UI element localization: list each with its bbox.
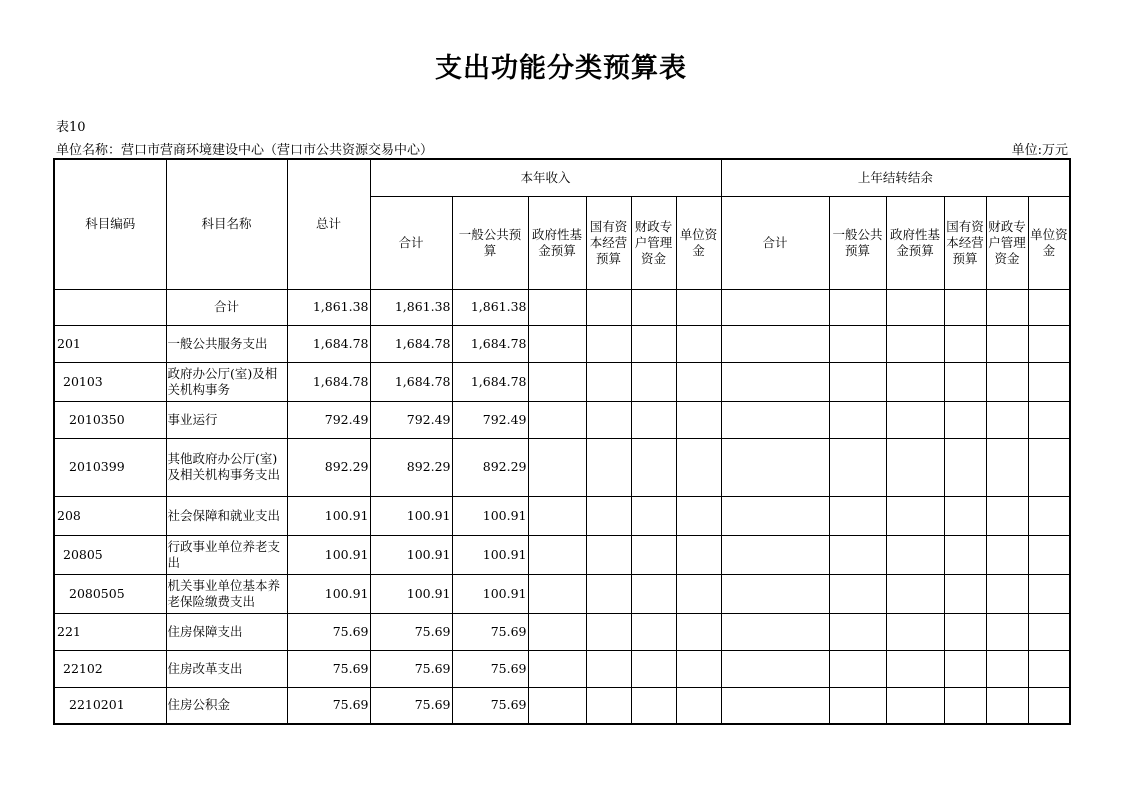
cell-empty <box>986 650 1028 687</box>
cell-empty <box>886 438 944 496</box>
cell-empty <box>944 535 986 574</box>
cell-code: 20103 <box>54 362 166 401</box>
cell-empty <box>631 650 676 687</box>
cell-empty <box>829 289 886 325</box>
cell-total: 75.69 <box>287 613 370 650</box>
cell-name: 社会保障和就业支出 <box>166 496 287 535</box>
cell-empty <box>721 362 829 401</box>
cell-empty <box>528 535 586 574</box>
cell-empty <box>1028 289 1070 325</box>
cell-total: 1,684.78 <box>287 362 370 401</box>
cell-empty <box>631 362 676 401</box>
header-cy-total: 合计 <box>370 196 452 289</box>
table-row <box>54 574 1070 613</box>
cell-empty <box>1028 613 1070 650</box>
cell-empty <box>586 325 631 362</box>
cell-cy-general: 792.49 <box>452 401 528 438</box>
cell-empty <box>986 289 1028 325</box>
cell-empty <box>1028 535 1070 574</box>
cell-empty <box>944 438 986 496</box>
cell-code: 2210201 <box>54 687 166 724</box>
cell-empty <box>631 438 676 496</box>
cell-cy-total: 1,861.38 <box>370 289 452 325</box>
header-total: 总计 <box>287 159 370 289</box>
cell-name: 其他政府办公厅(室)及相关机构事务支出 <box>166 438 287 496</box>
cell-empty <box>944 325 986 362</box>
cell-empty <box>586 574 631 613</box>
table-row <box>54 613 1070 650</box>
cell-empty <box>721 613 829 650</box>
cell-empty <box>944 650 986 687</box>
cell-cy-total: 892.29 <box>370 438 452 496</box>
cell-empty <box>676 574 721 613</box>
cell-empty <box>586 438 631 496</box>
header-py-special-account: 财政专户管理资金 <box>986 196 1028 289</box>
cell-cy-general: 1,861.38 <box>452 289 528 325</box>
header-py-total: 合计 <box>721 196 829 289</box>
cell-empty <box>886 401 944 438</box>
cell-cy-general: 75.69 <box>452 650 528 687</box>
cell-name: 住房保障支出 <box>166 613 287 650</box>
cell-empty <box>829 325 886 362</box>
cell-total: 100.91 <box>287 496 370 535</box>
cell-cy-total: 75.69 <box>370 687 452 724</box>
table-row <box>54 438 1070 496</box>
cell-empty <box>986 613 1028 650</box>
cell-empty <box>829 362 886 401</box>
cell-total: 892.29 <box>287 438 370 496</box>
cell-cy-general: 75.69 <box>452 687 528 724</box>
cell-empty <box>986 362 1028 401</box>
cell-empty <box>676 687 721 724</box>
cell-empty <box>886 362 944 401</box>
cell-code: 20805 <box>54 535 166 574</box>
cell-empty <box>676 325 721 362</box>
cell-empty <box>721 687 829 724</box>
cell-total: 792.49 <box>287 401 370 438</box>
cell-cy-total: 792.49 <box>370 401 452 438</box>
cell-empty <box>631 325 676 362</box>
cell-empty <box>829 401 886 438</box>
cell-empty <box>586 401 631 438</box>
table-number: 表10 <box>56 120 86 135</box>
cell-empty <box>986 438 1028 496</box>
cell-empty <box>944 613 986 650</box>
cell-empty <box>528 496 586 535</box>
header-py-state-capital: 国有资本经营预算 <box>944 196 986 289</box>
cell-empty <box>829 496 886 535</box>
cell-empty <box>631 401 676 438</box>
cell-empty <box>1028 496 1070 535</box>
cell-code: 208 <box>54 496 166 535</box>
header-cy-general: 一般公共预算 <box>452 196 528 289</box>
cell-name: 住房改革支出 <box>166 650 287 687</box>
cell-name: 机关事业单位基本养老保险缴费支出 <box>166 574 287 613</box>
cell-empty <box>676 496 721 535</box>
table-row <box>54 325 1070 362</box>
cell-empty <box>676 438 721 496</box>
table-row <box>54 289 1070 325</box>
cell-empty <box>631 496 676 535</box>
cell-cy-total: 75.69 <box>370 650 452 687</box>
cell-empty <box>986 496 1028 535</box>
table-row <box>54 401 1070 438</box>
cell-cy-total: 100.91 <box>370 574 452 613</box>
cell-empty <box>631 535 676 574</box>
header-cy-unit-funds: 单位资金 <box>676 196 721 289</box>
cell-code: 201 <box>54 325 166 362</box>
cell-cy-total: 100.91 <box>370 496 452 535</box>
cell-empty <box>886 574 944 613</box>
unit-name: 单位名称：营口市营商环境建设中心（营口市公共资源交易中心） <box>56 143 434 158</box>
cell-empty <box>886 613 944 650</box>
cell-name: 政府办公厅(室)及相关机构事务 <box>166 362 287 401</box>
cell-empty <box>1028 438 1070 496</box>
cell-code: 2080505 <box>54 574 166 613</box>
cell-empty <box>528 325 586 362</box>
cell-empty <box>586 289 631 325</box>
cell-empty <box>528 401 586 438</box>
cell-empty <box>944 574 986 613</box>
cell-name: 行政事业单位养老支出 <box>166 535 287 574</box>
cell-empty <box>631 574 676 613</box>
table-row <box>54 535 1070 574</box>
header-py-unit-funds: 单位资金 <box>1028 196 1070 289</box>
cell-cy-general: 100.91 <box>452 535 528 574</box>
header-cy-special-account: 财政专户管理资金 <box>631 196 676 289</box>
header-current-year: 本年收入 <box>370 159 721 196</box>
cell-total: 75.69 <box>287 687 370 724</box>
cell-cy-general: 1,684.78 <box>452 362 528 401</box>
cell-cy-general: 100.91 <box>452 574 528 613</box>
cell-empty <box>676 362 721 401</box>
cell-total: 75.69 <box>287 650 370 687</box>
cell-empty <box>986 574 1028 613</box>
cell-empty <box>986 401 1028 438</box>
cell-empty <box>986 687 1028 724</box>
cell-empty <box>829 535 886 574</box>
cell-cy-general: 1,684.78 <box>452 325 528 362</box>
cell-empty <box>528 289 586 325</box>
cell-total: 1,861.38 <box>287 289 370 325</box>
header-cy-fund: 政府性基金预算 <box>528 196 586 289</box>
cell-code: 2010399 <box>54 438 166 496</box>
cell-empty <box>886 289 944 325</box>
cell-empty <box>1028 362 1070 401</box>
cell-total: 1,684.78 <box>287 325 370 362</box>
cell-empty <box>586 687 631 724</box>
cell-cy-total: 75.69 <box>370 613 452 650</box>
cell-empty <box>721 535 829 574</box>
page-title: 支出功能分类预算表 <box>435 53 687 84</box>
cell-empty <box>829 574 886 613</box>
cell-empty <box>721 650 829 687</box>
cell-empty <box>986 325 1028 362</box>
cell-empty <box>1028 325 1070 362</box>
cell-empty <box>631 613 676 650</box>
cell-cy-general: 100.91 <box>452 496 528 535</box>
cell-code <box>54 289 166 325</box>
cell-name: 一般公共服务支出 <box>166 325 287 362</box>
header-prior-year: 上年结转结余 <box>721 159 1070 196</box>
cell-empty <box>528 574 586 613</box>
cell-cy-total: 100.91 <box>370 535 452 574</box>
cell-empty <box>1028 401 1070 438</box>
cell-code: 221 <box>54 613 166 650</box>
cell-name: 事业运行 <box>166 401 287 438</box>
cell-empty <box>586 362 631 401</box>
cell-empty <box>944 401 986 438</box>
cell-empty <box>1028 687 1070 724</box>
cell-empty <box>676 401 721 438</box>
cell-empty <box>1028 574 1070 613</box>
cell-empty <box>721 496 829 535</box>
cell-cy-total: 1,684.78 <box>370 362 452 401</box>
cell-empty <box>676 650 721 687</box>
cell-empty <box>886 687 944 724</box>
cell-empty <box>721 401 829 438</box>
cell-name: 住房公积金 <box>166 687 287 724</box>
cell-cy-general: 75.69 <box>452 613 528 650</box>
unit-label: 单位:万元 <box>1011 143 1068 158</box>
header-name: 科目名称 <box>166 159 287 289</box>
cell-empty <box>528 438 586 496</box>
cell-code: 22102 <box>54 650 166 687</box>
table-row <box>54 687 1070 724</box>
cell-total: 100.91 <box>287 535 370 574</box>
cell-name: 合计 <box>166 289 287 325</box>
cell-empty <box>829 650 886 687</box>
cell-empty <box>721 289 829 325</box>
header-code: 科目编码 <box>54 159 166 289</box>
cell-empty <box>721 325 829 362</box>
cell-empty <box>528 650 586 687</box>
header-cy-state-capital: 国有资本经营预算 <box>586 196 631 289</box>
cell-empty <box>631 289 676 325</box>
cell-empty <box>944 362 986 401</box>
cell-empty <box>586 535 631 574</box>
cell-empty <box>586 496 631 535</box>
cell-empty <box>1028 650 1070 687</box>
cell-empty <box>676 289 721 325</box>
header-py-general: 一般公共预算 <box>829 196 886 289</box>
cell-empty <box>886 650 944 687</box>
cell-empty <box>829 687 886 724</box>
cell-empty <box>944 496 986 535</box>
cell-empty <box>986 535 1028 574</box>
cell-empty <box>721 438 829 496</box>
cell-empty <box>944 289 986 325</box>
cell-total: 100.91 <box>287 574 370 613</box>
cell-empty <box>886 535 944 574</box>
table-row <box>54 362 1070 401</box>
cell-empty <box>886 325 944 362</box>
cell-empty <box>721 574 829 613</box>
cell-cy-general: 892.29 <box>452 438 528 496</box>
cell-empty <box>528 687 586 724</box>
cell-cy-total: 1,684.78 <box>370 325 452 362</box>
cell-code: 2010350 <box>54 401 166 438</box>
table-row <box>54 496 1070 535</box>
cell-empty <box>676 535 721 574</box>
cell-empty <box>586 650 631 687</box>
cell-empty <box>944 687 986 724</box>
budget-table <box>53 158 1071 725</box>
table-row <box>54 650 1070 687</box>
cell-empty <box>829 613 886 650</box>
cell-empty <box>528 362 586 401</box>
cell-empty <box>676 613 721 650</box>
cell-empty <box>631 687 676 724</box>
header-py-fund: 政府性基金预算 <box>886 196 944 289</box>
cell-empty <box>586 613 631 650</box>
cell-empty <box>829 438 886 496</box>
cell-empty <box>886 496 944 535</box>
cell-empty <box>528 613 586 650</box>
